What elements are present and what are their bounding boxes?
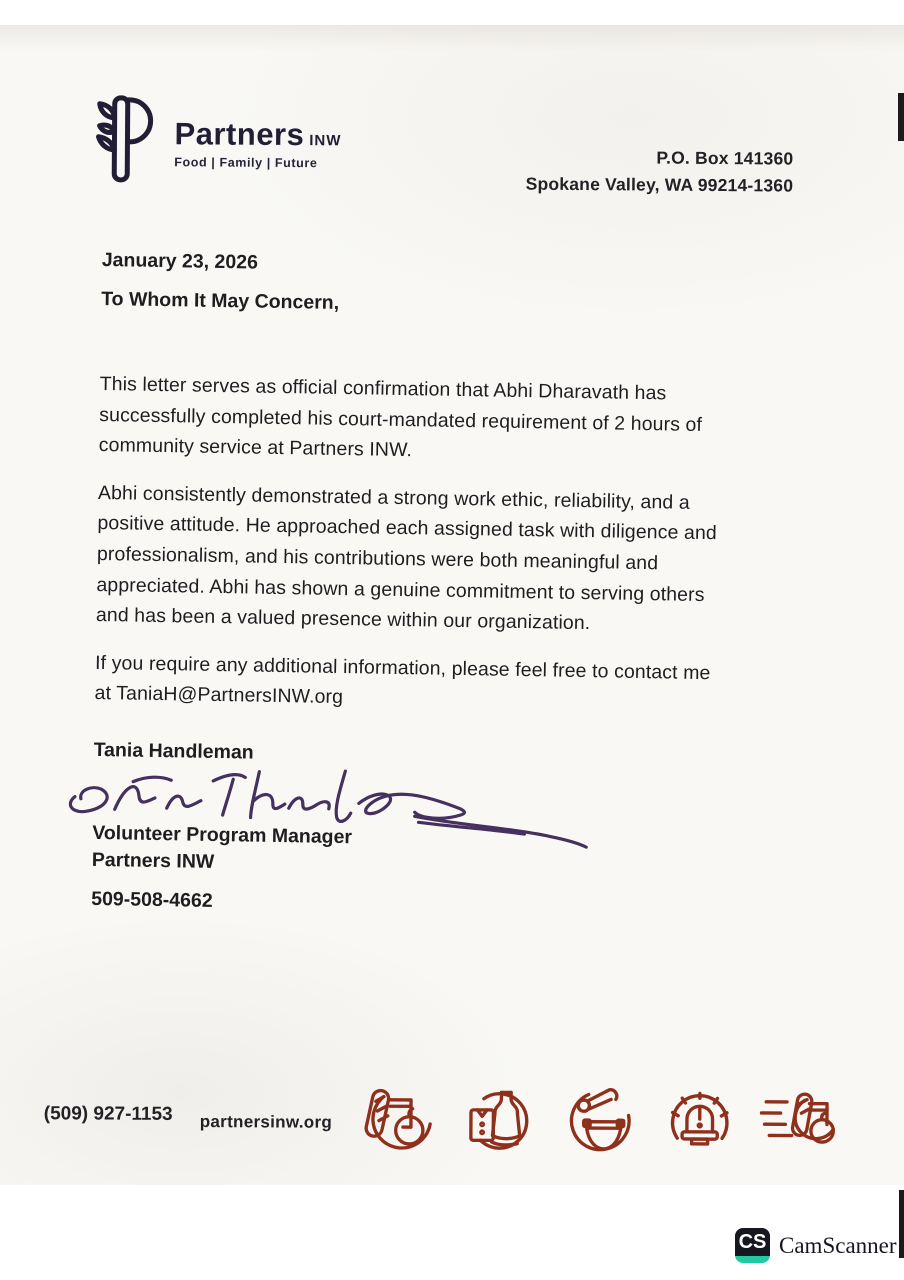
footer-website: partnersinw.org (199, 1112, 333, 1132)
signature-block (91, 739, 839, 923)
emergency-icon (660, 1074, 740, 1166)
letter-body (91, 249, 847, 923)
letter-paragraph-3: If you require any additional information, please feel free to contact me at TaniaH@PartnersINW.org (94, 651, 711, 709)
scan-edge-artifact (899, 1190, 904, 1258)
letterhead-footer (0, 1071, 904, 1196)
camscanner-badge (735, 1228, 897, 1263)
letter-paragraph-1: This letter serves as official confirmation that Abhi Dharavath has successfully completed his court-mandated requirement of 2 hours of community service at Partners INW. (98, 372, 703, 462)
clothing-icon (460, 1073, 540, 1165)
camscanner-cs-text: CS (738, 1231, 767, 1253)
mobile-food-icon (760, 1075, 840, 1167)
letter-salutation: To Whom It May Concern, (100, 287, 340, 314)
signer-org: Partners INW (91, 848, 215, 873)
signer-phone: 509-508-4662 (91, 887, 213, 912)
signer-name: Tania Handleman (93, 738, 254, 764)
letterhead (0, 65, 904, 196)
footer-phone: (509) 927-1153 (43, 1103, 173, 1125)
camscanner-label: CamScanner (779, 1232, 897, 1258)
logo-tagline: Food | Family | Future (174, 155, 318, 171)
logo-suffix: INW (309, 132, 342, 150)
address-line-2: Spokane Valley, WA 99214-1360 (525, 173, 794, 196)
letter-date: January 23, 2026 (101, 249, 259, 274)
scanned-letter-page (0, 25, 904, 1185)
partners-logo (92, 88, 342, 194)
camscanner-cs-icon (735, 1228, 770, 1263)
scan-edge-artifact (898, 93, 904, 141)
address-line-1: P.O. Box 141360 (656, 147, 794, 169)
baby-diaper-icon (560, 1074, 640, 1166)
logo-name: Partners (174, 116, 305, 153)
partners-p-icon (92, 88, 155, 192)
partners-wordmark (174, 118, 341, 170)
signer-title: Volunteer Program Manager (92, 821, 353, 849)
letter-paragraph-2: Abhi consistently demonstrated a strong work ethic, reliability, and a positive attitude. He approached each assigned task with diligence and professionalism, and his contributions were both meaningful and appreciated. Abhi has shown a genuine commitment to serving others and has been a valued presence within our organization. (95, 481, 718, 635)
letterhead-address (526, 144, 794, 200)
footer-service-icons (360, 1073, 840, 1168)
grocery-food-icon (360, 1073, 440, 1165)
